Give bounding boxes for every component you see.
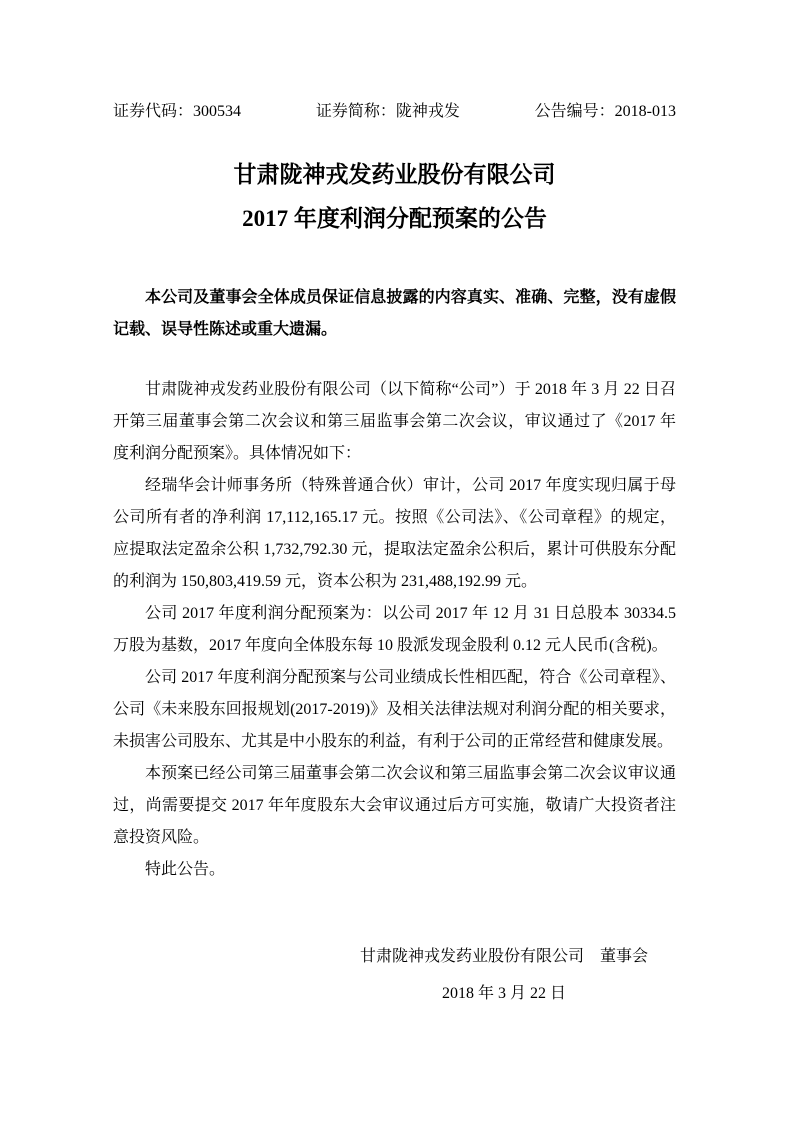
announcement-number [535, 100, 676, 124]
body-paragraph-4: 公司 2017 年度利润分配预案与公司业绩成长性相匹配，符合《公司章程》、公司《未来股东回报规划(2017-2019)》及相关法律法规对利润分配的相关要求，未损害公司股东、尤其是中小股东的利益，有利于公司的正常经营和健康发展。 [113, 669, 676, 750]
disclaimer-paragraph: 本公司及董事会全体成员保证信息披露的内容真实、准确、完整，没有虚假记载、误导性陈述或重大遗漏。 [113, 289, 676, 338]
stock-abbr-label: 证券简称： [315, 103, 396, 120]
body-paragraph-5: 本预案已经公司第三届董事会第二次会议和第三届监事会第二次会议审议通过，尚需要提交 2017 年年度股东大会审议通过后方可实施，敬请广大投资者注意投资风险。 [113, 765, 676, 846]
signature-company: 甘肃陇神戎发药业股份有限公司 董事会 [359, 948, 648, 965]
doc-title-subject: 2017 年度利润分配预案的公告 [242, 206, 547, 231]
document-body [113, 374, 676, 886]
body-paragraph-2: 经瑞华会计师事务所（特殊普通合伙）审计，公司 2017 年度实现归属于母公司所有者的净利润 17,112,165.17 元。按照《公司法》、《公司章程》的规定，应提取法定盈余公积 1,732,792.30 元，提取法定盈余公积后，累计可供股东分配的利润为 150,803,419.59 元，资本公积为 231,488,192.99 元。 [113, 477, 676, 590]
signature-block [360, 938, 648, 1012]
body-paragraph-closing: 特此公告。 [145, 861, 226, 878]
stock-code-label: 证券代码： [113, 103, 194, 120]
stock-code-value: 300534 [193, 103, 242, 120]
announcement-number-label: 公告编号： [534, 103, 615, 120]
signature-date: 2018 年 3 月 22 日 [441, 985, 566, 1002]
announcement-number-value: 2018-013 [614, 103, 676, 120]
stock-abbr [316, 100, 460, 124]
body-paragraph-3: 公司 2017 年度利润分配预案为：以公司 2017 年 12 月 31 日总股本 30334.5 万股为基数，2017 年度向全体股东每 10 股派发现金股利 0.12 元人民币(含税)。 [113, 605, 676, 654]
body-paragraph-1: 甘肃陇神戎发药业股份有限公司（以下简称“公司”）于 2018 年 3 月 22 日召开第三届董事会第二次会议和第三届监事会第二次会议，审议通过了《2017 年度利润分配预案》。具体情况如下： [113, 381, 676, 462]
stock-code [113, 100, 241, 124]
doc-header [113, 100, 676, 124]
doc-title-company: 甘肃陇神戎发药业股份有限公司 [233, 162, 556, 187]
stock-abbr-value: 陇神戎发 [395, 103, 460, 120]
